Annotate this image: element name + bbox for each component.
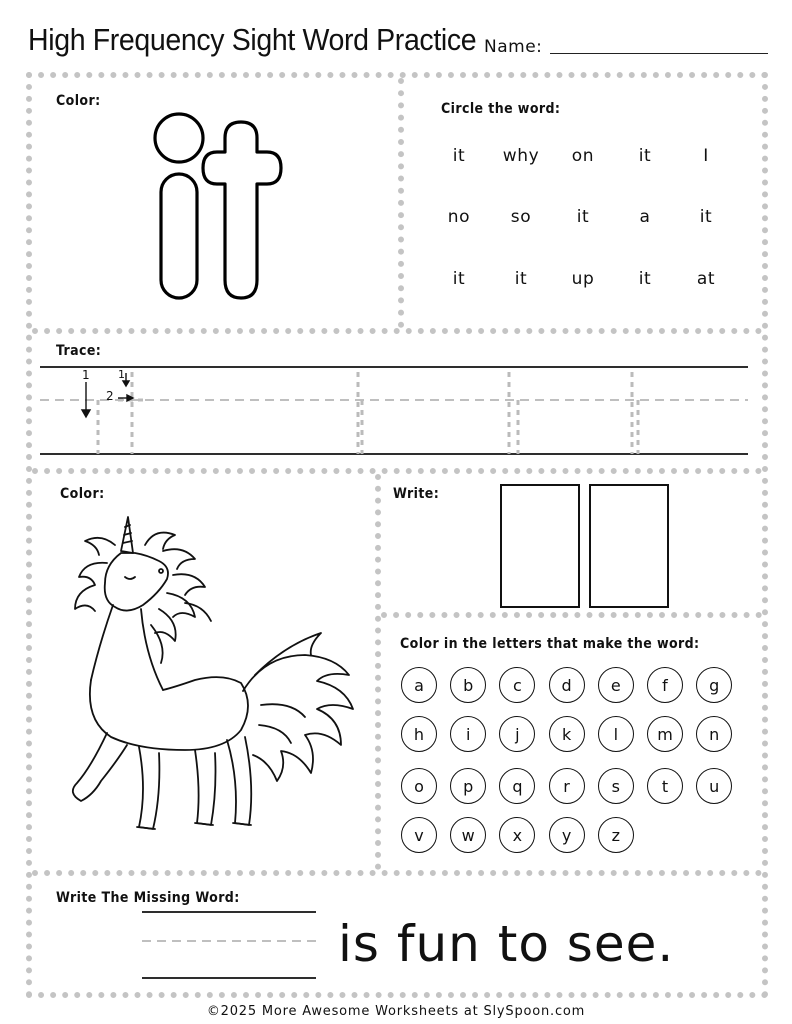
- circle-word-item[interactable]: a: [639, 207, 651, 227]
- circle-word-item[interactable]: it: [452, 269, 466, 289]
- letter-circle-x[interactable]: x: [499, 817, 535, 853]
- letter-circle-f[interactable]: f: [647, 667, 683, 703]
- letter-circle-e[interactable]: e: [598, 667, 634, 703]
- letter-circle-p[interactable]: p: [450, 768, 486, 804]
- letter-circle-v[interactable]: v: [401, 817, 437, 853]
- divider-after-trace: [32, 468, 762, 474]
- divider-write-letters: [381, 612, 762, 618]
- color-word-label: Color:: [56, 93, 101, 109]
- circle-word-item[interactable]: it: [699, 207, 713, 227]
- page-title: High Frequency Sight Word Practice: [28, 22, 477, 57]
- letter-circle-z[interactable]: z: [598, 817, 634, 853]
- circle-word-item[interactable]: why: [502, 146, 540, 166]
- color-picture-label: Color:: [60, 486, 105, 502]
- circle-word-item[interactable]: it: [576, 207, 590, 227]
- circle-word-item[interactable]: so: [510, 207, 532, 227]
- trace-hint-2: 2: [106, 389, 114, 403]
- trace-writing-lines: [40, 360, 752, 460]
- letter-circle-y[interactable]: y: [549, 817, 585, 853]
- letter-circle-m[interactable]: m: [647, 716, 683, 752]
- letter-circle-k[interactable]: k: [549, 716, 585, 752]
- trace-hint-3: 1: [118, 368, 125, 381]
- letter-circle-o[interactable]: o: [401, 768, 437, 804]
- letter-circle-i[interactable]: i: [450, 716, 486, 752]
- bubble-word-it[interactable]: [145, 108, 285, 303]
- trace-label: Trace:: [56, 343, 102, 359]
- letter-circle-j[interactable]: j: [499, 716, 535, 752]
- circle-word-item[interactable]: it: [514, 269, 528, 289]
- write-box-2[interactable]: [589, 484, 669, 608]
- divider-after-top: [32, 328, 762, 334]
- letter-circle-t[interactable]: t: [647, 768, 683, 804]
- letter-circle-w[interactable]: w: [450, 817, 486, 853]
- circle-word-label: Circle the word:: [441, 101, 561, 117]
- trace-hint-1: 1: [82, 368, 90, 382]
- letter-circle-u[interactable]: u: [696, 768, 732, 804]
- letter-circle-q[interactable]: q: [499, 768, 535, 804]
- color-letters-label: Color in the letters that make the word:: [400, 636, 700, 652]
- letter-circle-a[interactable]: a: [401, 667, 437, 703]
- letter-circle-n[interactable]: n: [696, 716, 732, 752]
- circle-word-item[interactable]: no: [447, 207, 471, 227]
- missing-word-label: Write The Missing Word:: [56, 890, 240, 906]
- circle-word-item[interactable]: on: [571, 146, 595, 166]
- circle-word-item[interactable]: it: [638, 269, 652, 289]
- footer-credit: ©2025 More Awesome Worksheets at SlySpoon.com: [206, 1004, 586, 1019]
- letter-circle-b[interactable]: b: [450, 667, 486, 703]
- circle-word-item[interactable]: I: [703, 146, 709, 166]
- letter-circle-g[interactable]: g: [696, 667, 732, 703]
- divider-middle-vertical: [375, 474, 381, 870]
- sentence-rest: is fun to see.: [338, 915, 675, 973]
- letter-circle-r[interactable]: r: [549, 768, 585, 804]
- unicorn-coloring-image[interactable]: [55, 505, 373, 850]
- circle-word-item[interactable]: up: [571, 269, 595, 289]
- circle-word-item[interactable]: it: [452, 146, 466, 166]
- letter-circle-d[interactable]: d: [549, 667, 585, 703]
- divider-before-missing-word: [32, 870, 762, 876]
- circle-word-item[interactable]: at: [696, 269, 716, 289]
- letter-circle-c[interactable]: c: [499, 667, 535, 703]
- letter-circle-s[interactable]: s: [598, 768, 634, 804]
- write-label: Write:: [393, 486, 440, 502]
- name-label: Name:: [484, 37, 543, 57]
- letter-circle-h[interactable]: h: [401, 716, 437, 752]
- letter-circle-l[interactable]: l: [598, 716, 634, 752]
- write-box-1[interactable]: [500, 484, 580, 608]
- missing-word-writing-lines[interactable]: [140, 908, 320, 982]
- name-field-line[interactable]: [550, 53, 768, 54]
- circle-word-item[interactable]: it: [638, 146, 652, 166]
- divider-top-vertical: [398, 78, 404, 328]
